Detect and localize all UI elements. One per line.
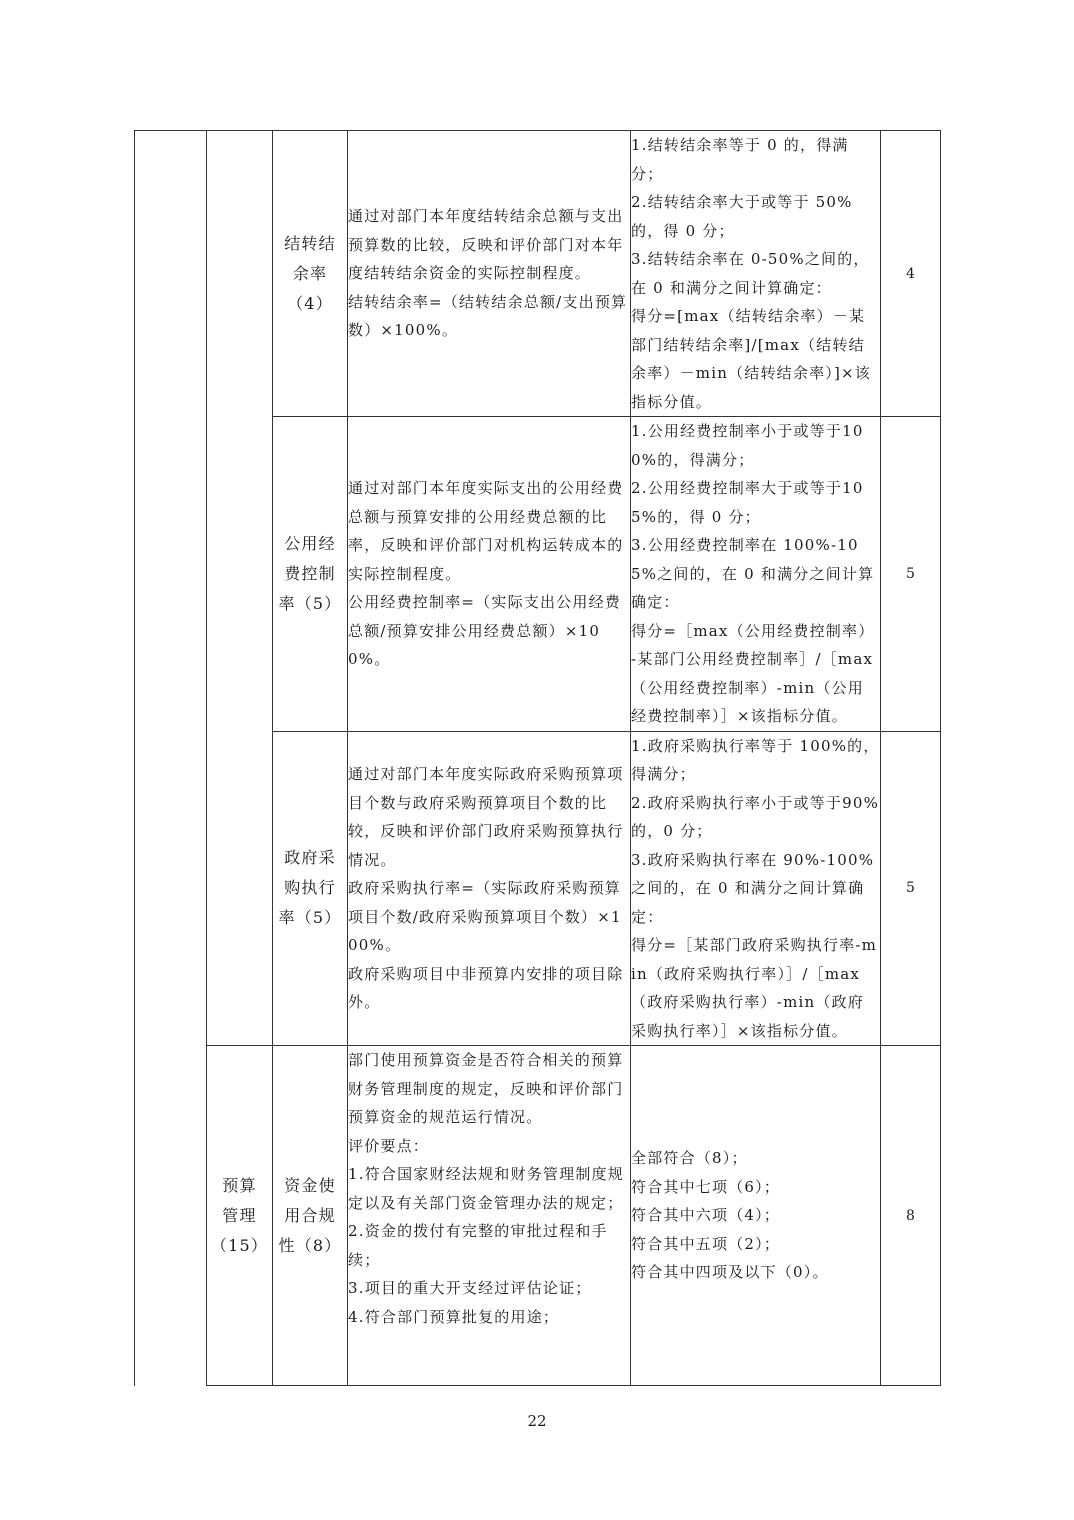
indicator-cell: 公用经 费控制 率（5） <box>273 417 348 732</box>
level1-cell-empty <box>135 131 207 1386</box>
score-cell: 5 <box>881 731 941 1046</box>
evaluation-table <box>134 130 941 1386</box>
indicator-cell: 政府采 购执行 率（5） <box>273 731 348 1046</box>
scoring-rule-cell: 1.结转结余率等于 0 的，得满分； 2.结转结余率大于或等于 50%的，得 0 分； 3.结转结余率在 0-50%之间的，在 0 和满分之间计算确定： 得分=[max（结转结余率）－某部门结转结余率]/[max（结转结余率）－min（结转结余率）]×该指标分值。 <box>631 131 881 417</box>
description-cell: 通过对部门本年度结转结余总额与支出预算数的比较，反映和评价部门对本年度结转结余资金的实际控制程度。 结转结余率=（结转结余总额/支出预算数）×100%。 <box>348 131 631 417</box>
indicator-cell: 资金使 用合规 性（8） <box>273 1046 348 1386</box>
score-cell: 8 <box>881 1046 941 1386</box>
level2-cell-empty <box>207 131 273 1046</box>
indicator-cell: 结转结 余率 （4） <box>273 131 348 417</box>
score-cell: 4 <box>881 131 941 417</box>
score-cell: 5 <box>881 417 941 732</box>
description-cell: 通过对部门本年度实际政府采购预算项目个数与政府采购预算项目个数的比较，反映和评价部门政府采购预算执行情况。 政府采购执行率=（实际政府采购预算项目个数/政府采购预算项目个数）×100%。 政府采购项目中非预算内安排的项目除外。 <box>348 731 631 1046</box>
table-row <box>135 131 941 417</box>
description-cell: 通过对部门本年度实际支出的公用经费总额与预算安排的公用经费总额的比率，反映和评价部门对机构运转成本的实际控制程度。 公用经费控制率=（实际支出公用经费总额/预算安排公用经费总额）×100%。 <box>348 417 631 732</box>
scoring-rule-cell: 全部符合（8）； 符合其中七项（6）； 符合其中六项（4）； 符合其中五项（2）； 符合其中四项及以下（0）。 <box>631 1046 881 1386</box>
scoring-rule-cell: 1.政府采购执行率等于 100%的，得满分； 2.政府采购执行率小于或等于90%的，0 分； 3.政府采购执行率在 90%-100%之间的，在 0 和满分之间计算确定： 得分=［某部门政府采购执行率-min（政府采购执行率）］/［max（政府采购执行率）-min（政府采购执行率）］×该指标分值。 <box>631 731 881 1046</box>
category-cell: 预算 管理 （15） <box>207 1046 273 1386</box>
page-number: 22 <box>527 1412 547 1430</box>
description-cell: 部门使用预算资金是否符合相关的预算财务管理制度的规定，反映和评价部门预算资金的规范运行情况。 评价要点： 1.符合国家财经法规和财务管理制度规定以及有关部门资金管理办法的规定； 2.资金的拨付有完整的审批过程和手续； 3.项目的重大开支经过评估论证； 4.符合部门预算批复的用途； <box>348 1046 631 1386</box>
scoring-rule-cell: 1.公用经费控制率小于或等于100%的，得满分； 2.公用经费控制率大于或等于105%的，得 0 分； 3.公用经费控制率在 100%-105%之间的，在 0 和满分之间计算确定： 得分=［max（公用经费控制率）-某部门公用经费控制率］/［max（公用经费控制率）-min（公用经费控制率）］×该指标分值。 <box>631 417 881 732</box>
table-row <box>135 1046 941 1386</box>
